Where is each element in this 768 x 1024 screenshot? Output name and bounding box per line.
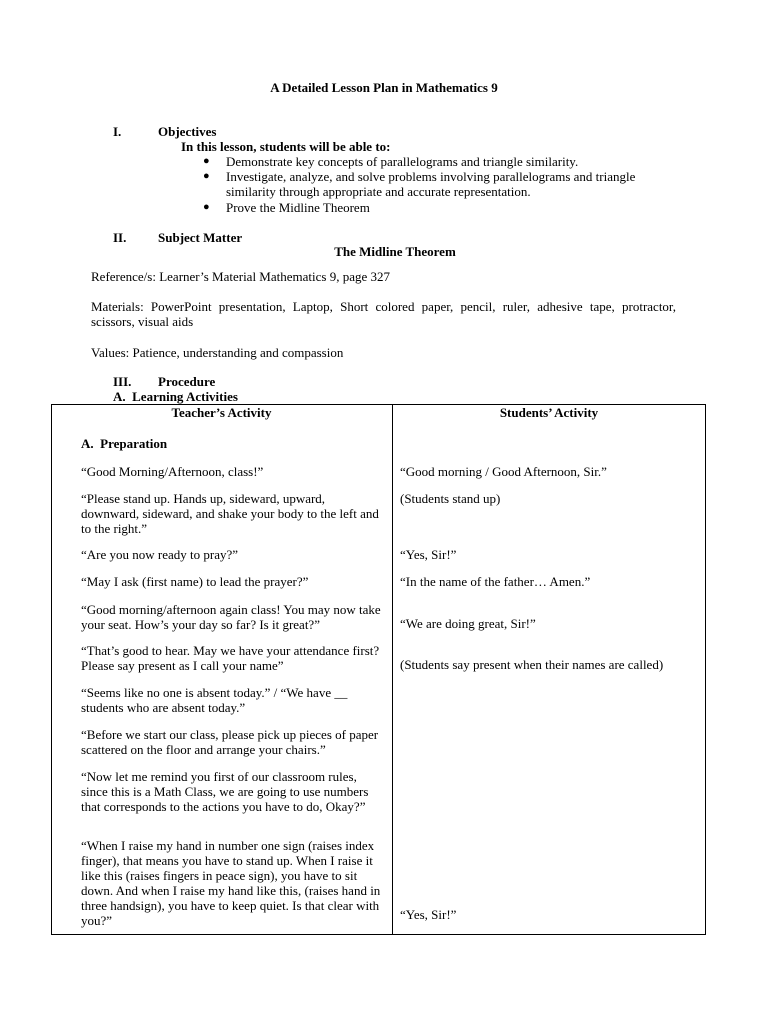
subject-numeral: II. [113,230,127,245]
objectives-heading: Objectives [158,124,217,139]
teacher-row: “Please stand up. Hands up, sideward, upward, downward, sideward, and shake your body to the left and to the right.” [81,491,379,536]
teacher-row: “May I ask (first name) to lead the prayer?” [81,574,309,589]
student-row: “Good morning / Good Afternoon, Sir.” [400,464,607,479]
objective-item: Prove the Midline Theorem [226,200,370,215]
reference-text: Reference/s: Learner’s Material Mathematics 9, page 327 [91,269,390,284]
procedure-numeral: III. [113,374,132,389]
subject-heading: Subject Matter [158,230,243,245]
table-divider [392,404,393,935]
subject-topic: The Midline Theorem [334,244,456,259]
page-title: A Detailed Lesson Plan in Mathematics 9 [270,80,498,95]
objective-item: Investigate, analyze, and solve problems involving parallelograms and triangle similarity through appropriate and accurate representation. [226,169,636,199]
learning-activities-heading: A. Learning Activities [113,389,238,404]
teacher-row: “Seems like no one is absent today.” / “We have __ students who are absent today.” [81,685,348,715]
students-header: Students’ Activity [499,405,599,420]
bullet-icon: ● [203,155,210,167]
objective-item: Demonstrate key concepts of parallelograms and triangle similarity. [226,154,579,169]
teacher-row: “That’s good to hear. May we have your attendance first? Please say present as I call your name” [81,643,380,673]
student-row: (Students stand up) [400,491,501,506]
bullet-icon: ● [203,201,210,213]
values-text: Values: Patience, understanding and compassion [91,345,344,360]
teacher-row: “Before we start our class, please pick up pieces of paper scattered on the floor and arrange your chairs.” [81,727,379,757]
objectives-intro: In this lesson, students will be able to: [181,139,391,154]
bullet-icon: ● [203,170,210,182]
student-row: “Yes, Sir!” [400,547,457,562]
procedure-heading: Procedure [158,374,216,389]
teacher-row: “Good Morning/Afternoon, class!” [81,464,264,479]
objectives-numeral: I. [113,124,122,139]
preparation-heading: A. Preparation [81,436,168,451]
teacher-row: “When I raise my hand in number one sign (raises index finger), that means you have to stand up. When I raise it like this (raises fingers in peace sign), you have to sit down. And when I raise my hand like this, (raises hand in three handsign), you have to keep quiet. Is that clear with you?” [81,838,381,928]
teacher-header: Teacher’s Activity [171,405,272,420]
student-row: “In the name of the father… Amen.” [400,574,591,589]
student-row: (Students say present when their names are called) [400,657,664,672]
student-row: “We are doing great, Sir!” [400,616,536,631]
teacher-row: “Good morning/afternoon again class! You may now take your seat. How’s your day so far? Is it great?” [81,602,381,632]
student-row: “Yes, Sir!” [400,907,457,922]
teacher-row: “Now let me remind you first of our classroom rules, since this is a Math Class, we are going to use numbers that corresponds to the actions you have to do, Okay?” [81,769,369,814]
teacher-row: “Are you now ready to pray?” [81,547,239,562]
materials-text: Materials: PowerPoint presentation, Laptop, Short colored paper, pencil, ruler, adhesive tape, protractor, scissors, visual aids [91,299,676,329]
